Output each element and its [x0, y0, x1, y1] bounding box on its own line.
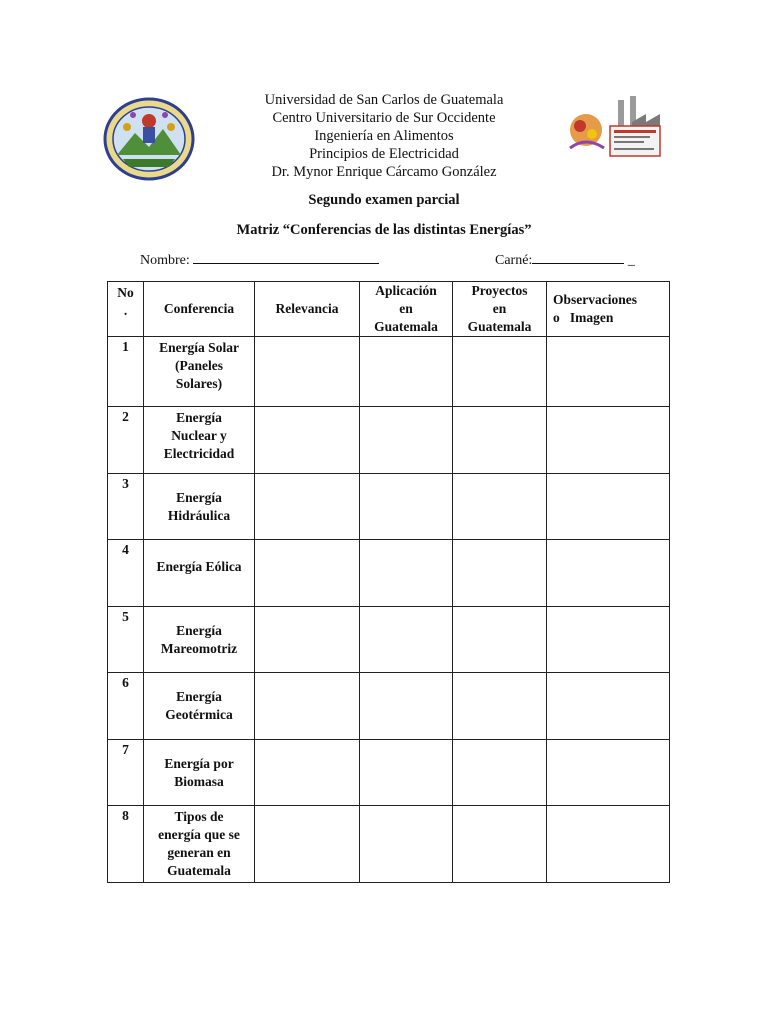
header-line-center: Centro Universitario de Sur Occidente: [272, 110, 496, 126]
header-line-program: Ingeniería en Alimentos: [314, 128, 454, 144]
aplicacion-cell[interactable]: [360, 740, 453, 806]
relevancia-cell[interactable]: [255, 673, 360, 740]
conferencia-line: Mareomotriz: [160, 640, 238, 656]
row-conferencia: [144, 740, 255, 806]
conferencia-line: Electricidad: [163, 446, 235, 461]
relevancia-cell[interactable]: [255, 474, 360, 540]
exam-title: Segundo examen parcial: [308, 192, 460, 208]
aplicacion-cell[interactable]: [360, 474, 453, 540]
matrix-title: Matriz “Conferencias de las distintas Energías”: [236, 222, 532, 238]
conferencia-line: (Paneles: [175, 358, 223, 373]
observaciones-cell[interactable]: [547, 540, 670, 607]
proyectos-cell[interactable]: [453, 474, 547, 540]
conferencia-line: Energía Solar: [159, 340, 239, 355]
conferencia-line: generan en: [167, 845, 231, 860]
row-conferencia: [144, 806, 255, 883]
row-number: 7: [108, 740, 144, 806]
nombre-field: [140, 252, 379, 269]
relevancia-cell[interactable]: [255, 337, 360, 407]
header-line-university: Universidad de San Carlos de Guatemala: [264, 92, 504, 108]
observaciones-cell[interactable]: [547, 407, 670, 474]
header-observaciones-line2: o Imagen: [553, 310, 614, 325]
observaciones-cell[interactable]: [547, 607, 670, 673]
header-no-line2: .: [123, 303, 128, 318]
relevancia-cell[interactable]: [255, 407, 360, 474]
aplicacion-cell[interactable]: [360, 407, 453, 474]
university-seal-logo: [103, 97, 195, 181]
table-header-row: [108, 282, 670, 337]
row-conferencia: [144, 474, 255, 540]
header-proyectos: [453, 282, 547, 337]
table-row: [108, 740, 670, 806]
observaciones-cell[interactable]: [547, 806, 670, 883]
proyectos-cell[interactable]: [453, 806, 547, 883]
header-observaciones: [547, 282, 670, 337]
proyectos-cell[interactable]: [453, 673, 547, 740]
row-conferencia: [144, 337, 255, 407]
relevancia-cell[interactable]: [255, 607, 360, 673]
row-conferencia: [144, 407, 255, 474]
header-aplicacion-line2: en: [399, 301, 413, 316]
proyectos-cell[interactable]: [453, 337, 547, 407]
header-conferencia: Conferencia: [144, 282, 255, 337]
aplicacion-cell[interactable]: [360, 607, 453, 673]
header-line-professor: Dr. Mynor Enrique Cárcamo González: [271, 164, 497, 180]
table-row: [108, 806, 670, 883]
nombre-label: Nombre:: [140, 253, 190, 268]
aplicacion-cell[interactable]: [360, 673, 453, 740]
observaciones-cell[interactable]: [547, 673, 670, 740]
header-proyectos-line2: en: [492, 301, 507, 316]
row-number: 2: [108, 407, 144, 474]
faculty-logo: [560, 96, 672, 162]
conferencia-line: Solares): [175, 376, 223, 391]
carne-suffix: _: [627, 253, 635, 268]
table-row: [108, 337, 670, 407]
row-number: 4: [108, 540, 144, 607]
conferencia-line: Energía: [176, 689, 222, 704]
carne-blank-line[interactable]: [532, 252, 624, 264]
header-proyectos-line3: Guatemala: [467, 319, 532, 334]
aplicacion-cell[interactable]: [360, 337, 453, 407]
conferencia-line: Energía Eólica: [156, 559, 242, 574]
header-proyectos-line1: Proyectos: [471, 283, 528, 298]
conferencia-line: Biomasa: [174, 773, 224, 789]
table-row: [108, 673, 670, 740]
observaciones-cell[interactable]: [547, 474, 670, 540]
nombre-blank-line[interactable]: [193, 252, 379, 264]
relevancia-cell[interactable]: [255, 540, 360, 607]
row-number: 8: [108, 806, 144, 883]
carne-field: [495, 252, 635, 269]
table-row: [108, 607, 670, 673]
conferences-matrix-table: [107, 281, 670, 883]
header-observaciones-line1: Observaciones: [553, 292, 637, 307]
conferencia-line: Nuclear y: [171, 428, 227, 443]
conferencia-line: Energía: [176, 622, 222, 638]
conferencia-line: Energía: [176, 410, 222, 425]
header-no: [108, 282, 144, 337]
header-aplicacion-line3: Guatemala: [374, 319, 438, 334]
conferencia-line: energía que se: [158, 827, 240, 842]
row-number: 1: [108, 337, 144, 407]
relevancia-cell[interactable]: [255, 806, 360, 883]
conferencia-line: Tipos de: [174, 809, 224, 824]
conferencia-line: Guatemala: [167, 863, 231, 878]
row-conferencia: [144, 673, 255, 740]
row-number: 6: [108, 673, 144, 740]
observaciones-cell[interactable]: [547, 337, 670, 407]
row-conferencia: [144, 607, 255, 673]
row-number: 3: [108, 474, 144, 540]
observaciones-cell[interactable]: [547, 740, 670, 806]
header-line-course: Principios de Electricidad: [309, 146, 459, 162]
institution-header: [200, 91, 568, 181]
table-row: [108, 540, 670, 607]
conferencia-line: Energía: [176, 489, 222, 505]
proyectos-cell[interactable]: [453, 407, 547, 474]
table-row: [108, 474, 670, 540]
proyectos-cell[interactable]: [453, 740, 547, 806]
header-relevancia: Relevancia: [255, 282, 360, 337]
row-number: 5: [108, 607, 144, 673]
table-row: [108, 407, 670, 474]
relevancia-cell[interactable]: [255, 740, 360, 806]
row-conferencia: [144, 540, 255, 607]
header-aplicacion-line1: Aplicación: [375, 283, 437, 298]
conferencia-line: Energía por: [164, 755, 234, 771]
aplicacion-cell[interactable]: [360, 806, 453, 883]
conferencia-line: Hidráulica: [167, 507, 231, 523]
header-aplicacion: [360, 282, 453, 337]
proyectos-cell[interactable]: [453, 607, 547, 673]
conferencia-line: Geotérmica: [165, 707, 233, 722]
carne-label: Carné:: [495, 253, 533, 268]
aplicacion-cell[interactable]: [360, 540, 453, 607]
header-no-line1: No: [117, 285, 134, 300]
proyectos-cell[interactable]: [453, 540, 547, 607]
